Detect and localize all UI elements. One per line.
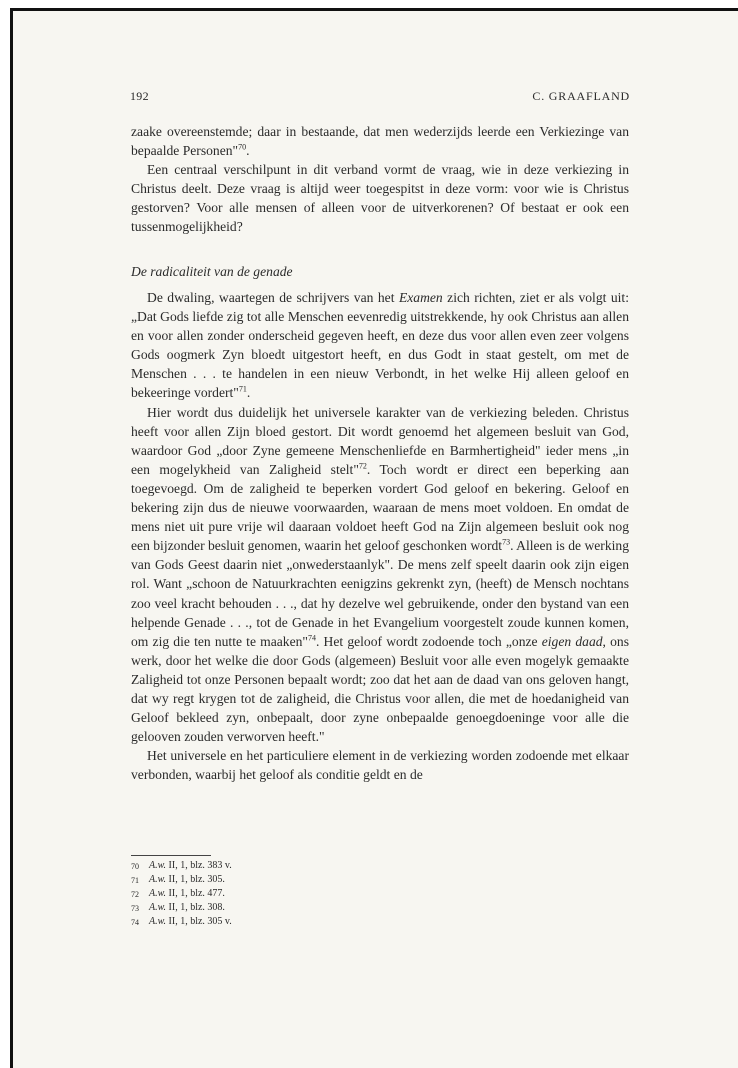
footnote-ref-74: 74 [307,633,316,643]
paragraph-1: zaake overeenstemde; daar in bestaande, dat men wederzijds leerde een Verkiezinge van bepaalde Personen"$^{70}$. [131,124,629,159]
footnotes [131,859,431,929]
footnote: 72 A.w. II, 1, blz. 477. [131,888,225,899]
paragraph-3: De dwaling, waartegen de schrijvers van het Examen zich richten, ziet er als volgt uit: „Dat Gods liefde zig tot alle Menschen eevenredig uitstrekkende, hy ook Christus aan allen en voor allen zonder onderscheid gegeven heeft, en deze dus voor allen even zeer volgens Gods oogmerk Zyn bloedt uitgestort heeft, en dus Godt in staat gestelt, om met de Menschen . . . te handelen in een nieuw Verbondt, in het welke Hij alleen geloof en bekeeringe vordert"$^{71}$. [131,290,629,401]
footnote: 71 A.w. II, 1, blz. 305. [131,874,225,885]
footnote-ref-71: 71 [238,384,247,394]
page-number: 192 [130,89,149,103]
footnote-ref-73: 73 [502,537,511,547]
footnote: 73 A.w. II, 1, blz. 308. [131,902,225,913]
footnote-rule [131,855,211,856]
section-heading: De radicaliteit van de genade [131,264,293,279]
footnote-ref-72: 72 [358,461,367,471]
text-block-1 [131,122,629,237]
paragraph-5: Het universele en het particuliere element in de verkiezing worden zodoende met elkaar verbonden, waarbij het geloof als conditie geldt en de [131,748,629,783]
section-heading-block [131,262,629,281]
footnote: 70 A.w. II, 1, blz. 383 v. [131,860,232,871]
paragraph-4: Hier wordt dus duidelijk het universele karakter van de verkiezing beleden. Christus heeft voor allen Zijn bloed gestort. Dit wordt genoemd het algemeen besluit van God, waardoor God „door Zyne gemeene Menschenliefde en Barmhertigheid" ieder mens „in een mogelykheid van Zaligheid stelt"$^{72}$. Toch wordt er direct een beperking aan toegevoegd. Om de zaligheid te beperken vordert God geloof en bekering. Geloof en bekering zijn dus de nieuwe voorwaarden, waaraan de mens moet voldoen. En omdat de mens niet uit pure vrije wil daaraan voldoet heeft God na Zijn algemeen besluit ook nog een bijzonder besluit genomen, waarin het geloof geschonken wordt$^{73}$. Alleen is de werking van Gods Geest daarin niet „onwederstaanlyk". De mens zelf speelt daarin ook zijn eigen rol. Want „schoon de Natuurkrachten eenigzins gekrenkt zyn, (heeft) de Mensch nochtans zoo veel kracht behouden . . ., dat hy dezelve wel gebruikende, onder den bystand van een helpende Genade . . ., tot de Genade in het Evangelium voorgestelt zoude kunnen komen, om zig die ten nutte te maaken"$^{74}$. Het geloof wordt zodoende toch „onze eigen daad, ons werk, door het welke die door Gods (algemeen) Besluit voor alle even mogelyk gemaakte Zaligheid tot onze Personen bepaalt wordt; zoo dat het aan de daad van ons geloven hangt, dat wy regt krygen tot de zaligheid, die Christus voor allen, die met de hoedanigheid van Geloof bekleed zyn, onbepaalt, door zyne onbepaalde genoegdoeninge voor alle die gelooven zouden verworven heeft." [131,404,629,745]
text-block-2 [131,288,629,784]
running-head: C. GRAAFLAND [532,89,630,103]
footnote: 74 A.w. II, 1, blz. 305 v. [131,916,232,927]
footnote-ref-70: 70 [238,142,247,152]
paragraph-2: Een centraal verschilpunt in dit verband vormt de vraag, wie in deze verkiezing in Christus deelt. Deze vraag is altijd weer toegespitst in deze vorm: voor wie is Christus gestorven? Voor alle mensen of alleen voor de uitverkorenen? Of bestaat er ook een tussenmogelijkheid? [131,162,629,235]
